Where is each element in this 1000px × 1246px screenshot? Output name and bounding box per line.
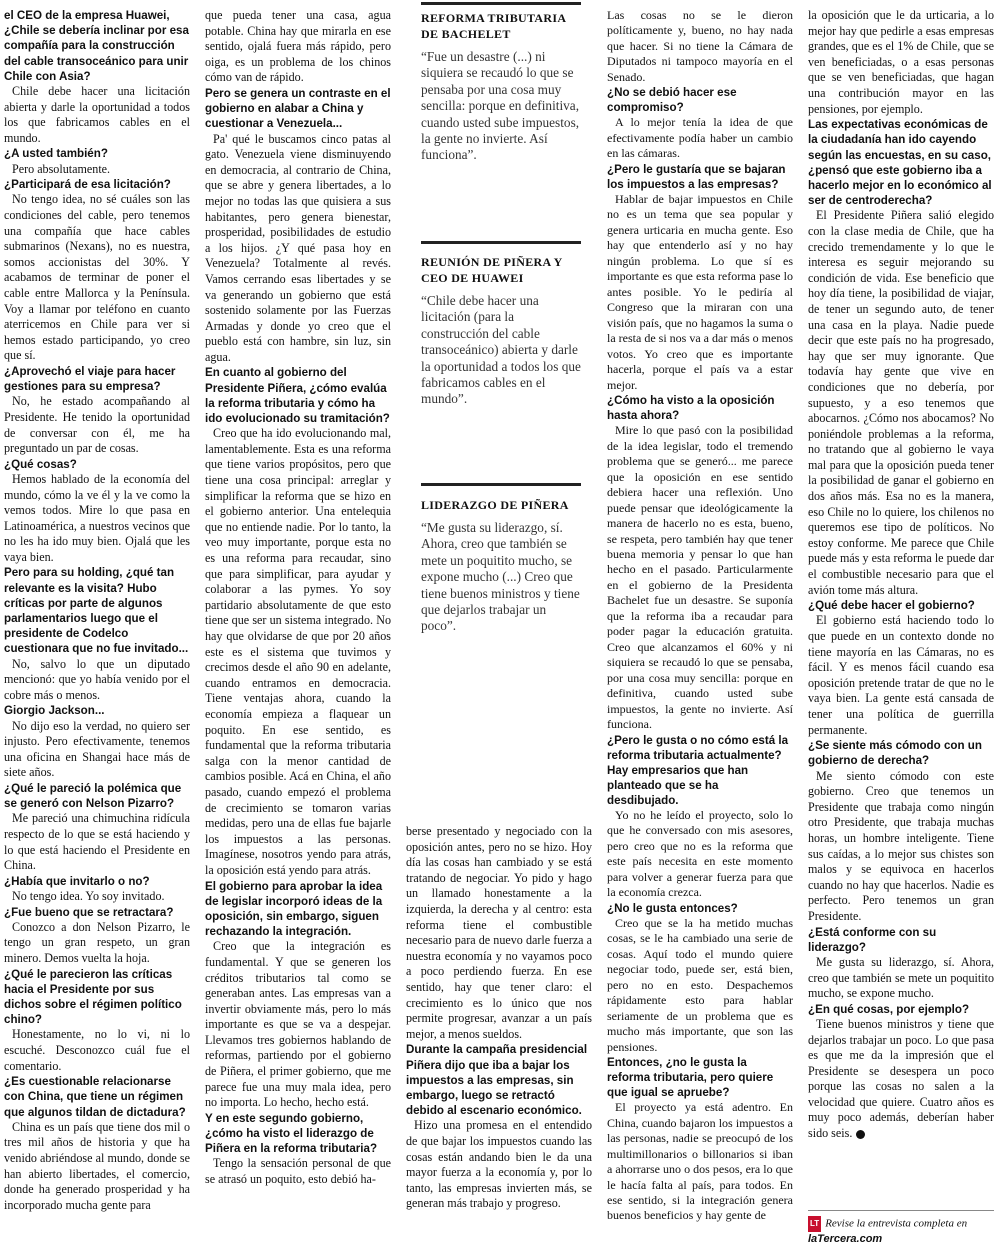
answer-paragraph: Me siento cómodo con este gobierno. Creo que tenemos un Presidente que trabaja como ningún otro Presidente, que trabaja muchas horas, un hombre inteligente. Tiene sus caídas, a lo mejor sus chistes son malos y se equivoca en hacerlos cuando no hay que hacerlos. Nadie es perfecto. Pero tenemos un gran Presidente. bbox=[808, 768, 994, 923]
pullquote-1 bbox=[421, 10, 581, 164]
column-3 bbox=[406, 824, 592, 1212]
question: Durante la campaña presidencial Piñera dijo que iba a bajar los impuestos a las empresas, sin embargo, luego se retractó debido al escenario económico. bbox=[406, 1043, 588, 1118]
pullquote-rule-3 bbox=[421, 483, 581, 486]
answer-paragraph: Chile debe hacer una licitación abierta y darle la oportunidad a todos los que fabricamos cables en el mundo. bbox=[4, 84, 190, 145]
answer-paragraph: Pa' qué le buscamos cinco patas al gato. Venezuela viene disminuyendo en democracia, al contrario de China, que se abre y genera libertades, a lo mejor no todas las que quisiera a sus habitantes, pero genera bienestar, prosperidad, posibilidades de estudio a los hijos. ¿Y qué pasa hoy en Venezuela? Totalmente al revés. Vamos cerrando esas libertades y se va generando un gobierno que está sostenido solamente por las Fuerzas Armadas y donde yo creo que el pueblo está con hambre, sin luz, sin agua. bbox=[205, 131, 391, 364]
question: ¿Aprovechó el viaje para hacer gestiones para su empresa? bbox=[4, 364, 176, 394]
question: El gobierno para aprobar la idea de legislar incorporó ideas de la oposición, sin embargo, siguen rechazando la integración. bbox=[205, 879, 383, 939]
answer-paragraph: Pero absolutamente. bbox=[12, 161, 111, 176]
answer-paragraph: El gobierno está haciendo todo lo que puede en un contexto donde no tiene mayoría en las Cámaras, no es fácil. Y es menos fácil cuando esa oposición pretende tratar de que no le vaya bien. La gente está cansada de tener una política de guerrilla permanente. bbox=[808, 613, 994, 737]
la-tercera-logo: LT bbox=[808, 1216, 821, 1232]
pullquote-rule-1 bbox=[421, 2, 581, 5]
question: ¿No se debió hacer ese compromiso? bbox=[607, 86, 737, 115]
answer-paragraph: El Presidente Piñera salió elegido con la clase media de Chile, que ha crecido tremendamente y lo que le interesa es seguir mejorando su condición de vida. Ese beneficio que hoy día tiene, la posibilidad de viajar, de tener un segundo auto, de tener una casa en la playa. Nadie puede decir que este país no ha progresado, hay que ser muy ignorante. Que todavía hay gente que vive en condiciones que no debería, por supuesto, y a eso tenemos que abocarnos. ¿Cómo nos abocamos? No poniéndole problemas a la reforma, no tratando que al gobierno le vaya mal para que la oposición pueda tener la posibilidad de ganar el gobierno en dos años más. Esa no es la manera, eso Chile no lo quiere, los chilenos no queremos ese tipo de políticos. No estoy conforme. Me parece que Chile puede más y esta reforma le puede dar el combustible necesario para que el avión tome más altura. bbox=[808, 208, 994, 597]
question: ¿Qué le pareció la polémica que se generó con Nelson Pizarro? bbox=[4, 782, 182, 811]
pullquote-heading: LIDERAZGO DE PIÑERA bbox=[421, 498, 569, 512]
pullquote-text: “Chile debe hacer una licitación (para la construcción del cable transoceánico) abierta y darle la oportunidad a todos los que fabricamos cables en el mundo”. bbox=[421, 293, 581, 407]
answer-paragraph: Creo que la integración es fundamental. Y que se generen los créditos tributarios tal como se generaban antes. Las empresas van a invertir obviamente más, pero lo más importante es que se va a despejar. Llevamos tres gobiernos hablando de reformas, partiendo por el gobierno de Piñera, el primer gobierno, que me parece fue una muy mala idea, pero no importa. Lo hecho, hecho está. bbox=[205, 939, 391, 1110]
question: ¿Participará de esa licitación? bbox=[4, 178, 171, 192]
question: ¿Qué le parecieron las críticas hacia el Presidente por sus dichos sobre el régimen político chino? bbox=[4, 967, 182, 1027]
end-of-article-mark bbox=[856, 1130, 865, 1139]
question: ¿Pero le gustaría que se bajaran los impuestos a las empresas? bbox=[607, 162, 786, 191]
question: Las expectativas económicas de la ciudadanía han ido cayendo según las encuestas, en su caso, ¿pensó que este gobierno iba a hacerlo mejor en lo económico al ser de centroderecha? bbox=[808, 118, 992, 208]
question: ¿En qué cosas, por ejemplo? bbox=[808, 1002, 970, 1016]
question: ¿Cómo ha visto a la oposición hasta ahora? bbox=[607, 394, 775, 423]
answer-paragraph: Honestamente, no lo vi, ni lo escuché. Desconozco cuál fue el comentario. bbox=[4, 1027, 190, 1073]
answer-paragraph: Me pareció una chimuchina ridícula respecto de lo que se está haciendo y lo que está haciendo el Presidente en China. bbox=[4, 811, 190, 873]
answer-paragraph: Yo no he leído el proyecto, solo lo que he conversado con mis asesores, pero creo que no es la reforma que este país necesita en este momento para volver a generar fuerza para que la economía crezca. bbox=[607, 807, 793, 900]
answer-paragraph: la oposición que le da urticaria, a lo mejor hay que pedirle a esas empresas grandes, que es el 1% de Chile, que se ven beneficiadas, o a esas personas que se ven beneficiadas, que hagan una contribución mayor en las pensiones, por ejemplo. bbox=[808, 8, 994, 116]
question: En cuanto al gobierno del Presidente Piñera, ¿cómo evalúa la reforma tributaria y cómo ha ido evolucionado su tramitación? bbox=[205, 366, 390, 426]
column-4 bbox=[607, 8, 793, 1224]
column-1 bbox=[4, 8, 190, 1213]
question: ¿Pero le gusta o no cómo está la reforma tributaria actualmente? Hay empresarios que han planteado que se ha desdibujado. bbox=[607, 733, 789, 807]
answer-paragraph: No, he estado acompañando al Presidente. He tenido la oportunidad de conversar con él, me ha preguntado un par de cosas. bbox=[4, 394, 190, 456]
answer-paragraph: Las cosas no se le dieron políticamente y, bueno, no hay nada que hacer. Si no tiene la Cámara de Diputados ni tampoco mayoría en el Senado. bbox=[607, 8, 793, 84]
question: ¿Es cuestionable relacionarse con China, que tiene un régimen que algunos tildan de dictadura? bbox=[4, 1075, 186, 1119]
answer-paragraph: Creo que ha ido evolucionando mal, lamentablemente. Esta es una reforma que tiene varios propósitos, pero que tiene una cosa principal: arreglar y simplificar la reforma que se hizo en el gobierno anterior. Una entelequia que no entiende nadie. Por lo tanto, la veo muy importante, porque esta no es una reforma para recaudar, sino que para simplificar, para ayudar y colaborar a las pymes. Yo soy partidario absolutamente de que esto tiene que ser un sistema integrado. No hay que olvidarse de que por 20 años este es el sistema que tuvimos y crecimos desde el año 90 en adelante, cuando entramos en democracia. Tiene ventajas ahora, cuando la economía empieza a flaquear un poquito. En ese sentido, es fundamental que la reforma tributaria salga con la menor cantidad de cambios posible. Acá en China, el año pasado, cuando empezó el problema de crecimiento se tomaron varias medidas, pero una de ellas fue bajarle los impuestos a las personas. Imagínese, nosotros yendo para atrás, la oposición está yendo para atrás. bbox=[205, 426, 391, 877]
pullquote-2 bbox=[421, 254, 581, 408]
answer-paragraph: berse presentado y negociado con la oposición antes, pero no se hizo. Hoy día las cosas han cambiado y se está tratando de negociar. Yo pido y hago un llamado honestamente a la izquierda, la derecha y al centro: esta reforma tiene el combustible necesario para de nuevo darle fuerza a nuestra economía y no vayamos poco a poco perdiendo fuerza. En ese sentido, hay que tener claro: el crecimiento es lo único que nos permite progresar, avanzar a un país mejor, a menos sueldos. bbox=[406, 824, 592, 1041]
pullquote-text: “Fue un desastre (...) ni siquiera se recaudó lo que se pensaba por una cosa muy sencilla: porque en definitiva, cuando usted sube impuestos, la gente no invierte. Así funciona”. bbox=[421, 49, 580, 163]
question: ¿Qué cosas? bbox=[4, 457, 77, 471]
answer-paragraph: Tengo la sensación personal de que se atrasó un poquito, esto debió ha- bbox=[205, 1156, 391, 1187]
footer-promo bbox=[808, 1210, 994, 1246]
answer-paragraph: Hizo una promesa en el entendido de que bajar los impuestos cuando las cosas están andando bien le da una mayor fuerza a la economía y, por lo tanto, las empresas invierten más, se generan más trabajo y progreso. bbox=[406, 1118, 592, 1211]
answer-paragraph: No tengo idea, no sé cuáles son las condiciones del cable, pero tenemos una compañía que hace cables submarinos (Nexans), no es nuestra, somos accionistas del 30%. Y acabamos de terminar de poner el cable entre Mallorca y la Península. Voy a llamar por teléfono en cuanto aterricemos en Chile para ver si hemos estado participando, yo creo que sí. bbox=[4, 192, 190, 363]
answer-paragraph: Me gusta su liderazgo, sí. Ahora, creo que también se mete un poquitito mucho, se expone mucho. bbox=[808, 954, 994, 1001]
column-2 bbox=[205, 8, 391, 1188]
answer-paragraph: China es un país que tiene dos mil o tres mil años de historia y que ha venido abriéndose al mundo, donde se han abierto libertades, el comercio, donde ha generado prosperidad y ha incorporado mucha gente para bbox=[4, 1119, 190, 1212]
question: ¿Qué debe hacer el gobierno? bbox=[808, 599, 975, 613]
answer-paragraph: Tiene buenos ministros y tiene que dejarlos trabajar un poco. Lo que pasa es que me da la impresión que el Presidente se desespera un poco porque las cosas no salen a la velocidad que quiere. Cuatro años es muy poco además, deberían haber sido seis. bbox=[808, 1016, 994, 1141]
answer-paragraph: No dijo eso la verdad, no quiero ser injusto. Pero efectivamente, tenemos una oficina en Shangai hace más de siete años. bbox=[4, 718, 190, 780]
answer-paragraph: Creo que se la ha metido muchas cosas, se le ha cambiado una serie de cosas. Aquí todo el mundo quiere negociar todo, puede ser, está bien, pero no en esto. Despachemos rápidamente esto para hablar seriamente de un problema que es mucho más importante, que son las pensiones. bbox=[607, 915, 793, 1054]
pullquote-heading: REUNIÓN DE PIÑERA Y CEO DE HUAWEI bbox=[421, 255, 563, 285]
column-5 bbox=[808, 8, 994, 1142]
answer-paragraph: No tengo idea. Yo soy invitado. bbox=[12, 889, 165, 904]
answer-paragraph: Hemos hablado de la economía del mundo, cómo la ve él y la ve como la vemos todos. Mire lo que pasa en Latinoamérica, a nuestros vecinos que no les ha ido muy bien. Ojalá que les vaya bien. bbox=[4, 471, 190, 564]
answer-paragraph: Conozco a don Nelson Pizarro, le tengo un gran respeto, un gran minero. Demos vuelta la hoja. bbox=[4, 919, 190, 966]
pullquote-rule-2 bbox=[421, 241, 581, 244]
question: ¿Fue bueno que se retractara? bbox=[4, 905, 174, 919]
question: Giorgio Jackson... bbox=[4, 704, 105, 718]
pullquote-3 bbox=[421, 497, 581, 635]
question: Y en este segundo gobierno, ¿cómo ha visto el liderazgo de Piñera en la reforma tributaria? bbox=[205, 1111, 378, 1156]
question: el CEO de la empresa Huawei, ¿Chile se debería inclinar por esa compañía para la construcción del cable transoceánico para unir Chile con Asia? bbox=[4, 9, 189, 83]
question: ¿Se siente más cómodo con un gobierno de derecha? bbox=[808, 739, 982, 768]
question: Pero se genera un contraste en el gobierno en alabar a China y cuestionar a Venezuela... bbox=[205, 86, 391, 131]
question: ¿A usted también? bbox=[4, 147, 108, 161]
pullquote-heading: REFORMA TRIBUTARIA DE BACHELET bbox=[421, 11, 566, 41]
answer-paragraph: Mire lo que pasó con la posibilidad de la idea legislar, todo el tremendo problema que se generó... me parece que la oposición en ese sentido debiera hacer una reflexión. Uno puede pensar que ideológicamente la manera de hacerlo no es esta, bueno, se respeta, pero también hay que tener buena memoria y pensar lo que han hecho en el pasado. Particularmente en el gobierno de la Presidenta Bachelet fue un desastre. Se suponía que la reforma iba a recaudar para poder pagar la educación gratuita. Creo que alcanzamos el 60% y ni siquiera se recaudó lo que se pensaba, por una cosa muy sencilla: porque en definitiva, cuando usted sube impuestos, la gente no invierte. Así funciona. bbox=[607, 423, 793, 732]
question: Pero para su holding, ¿qué tan relevante es la visita? Hubo críticas por parte de algunos parlamentarios luego que el presidente de Codelco cuestionara que no fue invitado... bbox=[4, 566, 189, 656]
answer-paragraph: No, salvo lo que un diputado mencionó: que yo había venido por el cobre más o menos. bbox=[4, 656, 190, 702]
footer-text: Revise la entrevista completa en bbox=[825, 1217, 968, 1230]
pullquote-text: “Me gusta su liderazgo, sí. Ahora, creo que también se mete un poquitito mucho, se expone mucho (...) Creo que tiene buenos ministros y tiene que dejarlos trabajar un poco”. bbox=[421, 520, 580, 634]
answer-paragraph: A lo mejor tenía la idea de que efectivamente podía haber un cambio en las cámaras. bbox=[607, 115, 793, 161]
question: Entonces, ¿no le gusta la reforma tributaria, pero quiere que igual se apruebe? bbox=[607, 1056, 774, 1100]
question: ¿Había que invitarlo o no? bbox=[4, 874, 150, 888]
question: ¿Está conforme con su liderazgo? bbox=[808, 925, 937, 954]
answer-paragraph: que pueda tener una casa, agua potable. China hay que mirarla en ese sentido, ojalá fuera más rápido, pero oiga, es un problema de los chinos cómo van de rápido. bbox=[205, 8, 391, 85]
answer-paragraph: Hablar de bajar impuestos en Chile no es un tema que sea popular y genera urticaria en mucha gente. Eso hay que entenderlo así y no hay ningún problema. Lo que sí es importante es que esta reforma pase lo antes posible. Yo le pediría al Congreso que la miraran con una visión país, que no hagamos la suma o la resta de si nos va a dar más o menos votos. Yo creo que es importante hacerla, porque el país va a estar mejor. bbox=[607, 192, 793, 392]
footer-site-link[interactable]: laTercera.com bbox=[808, 1233, 883, 1245]
answer-paragraph: El proyecto ya está adentro. En China, cuando bajaron los impuestos a las personas, nadie se preocupó de los multimillonarios o billonarios si iban a ahorrarse uno o dos pesos, era lo que le hacía falta al país, para todos. En ese sentido, si la integración genera buenos beneficios y hay gente de bbox=[607, 1100, 793, 1223]
question: ¿No le gusta entonces? bbox=[607, 901, 738, 915]
